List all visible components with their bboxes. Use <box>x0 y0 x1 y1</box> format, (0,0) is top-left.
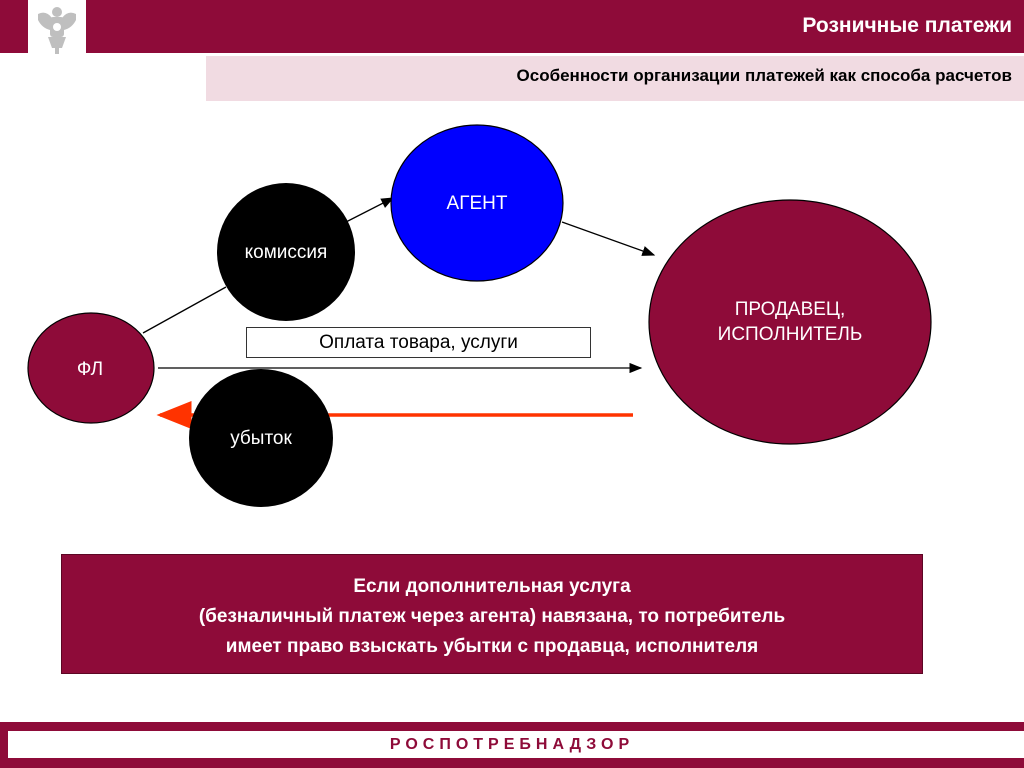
node-fl-label: ФЛ <box>76 359 104 380</box>
node-loss-label: убыток <box>230 428 292 449</box>
arrow-fl-to-commission <box>143 287 226 333</box>
note-box <box>61 554 923 674</box>
node-seller-label <box>660 297 920 347</box>
arrow-agent-to-seller <box>562 222 654 255</box>
node-seller-label-line1: ПРОДАВЕЦ, <box>734 299 846 320</box>
note-line-2: (безналичный платеж через агента) навязана, то потребитель <box>198 606 786 627</box>
node-commission-label: комиссия <box>244 242 328 263</box>
footer-divider <box>0 722 1024 731</box>
footer-bottom-bar <box>0 758 1024 768</box>
footer-org-name: РОСПОТРЕБНАДЗОР <box>389 736 635 753</box>
page-subtitle: Особенности организации платежей как способа расчетов <box>516 66 1012 85</box>
arrow-commission-to-agent <box>346 198 393 222</box>
payment-label-box: Оплата товара, услуги <box>246 327 591 358</box>
node-agent-label: АГЕНТ <box>446 193 508 214</box>
node-seller-label-line2: ИСПОЛНИТЕЛЬ <box>717 324 863 345</box>
note-line-3: имеет право взыскать убытки с продавца, исполнителя <box>225 636 759 657</box>
page-title: Розничные платежи <box>802 14 1012 37</box>
note-line-1: Если дополнительная услуга <box>353 576 631 597</box>
